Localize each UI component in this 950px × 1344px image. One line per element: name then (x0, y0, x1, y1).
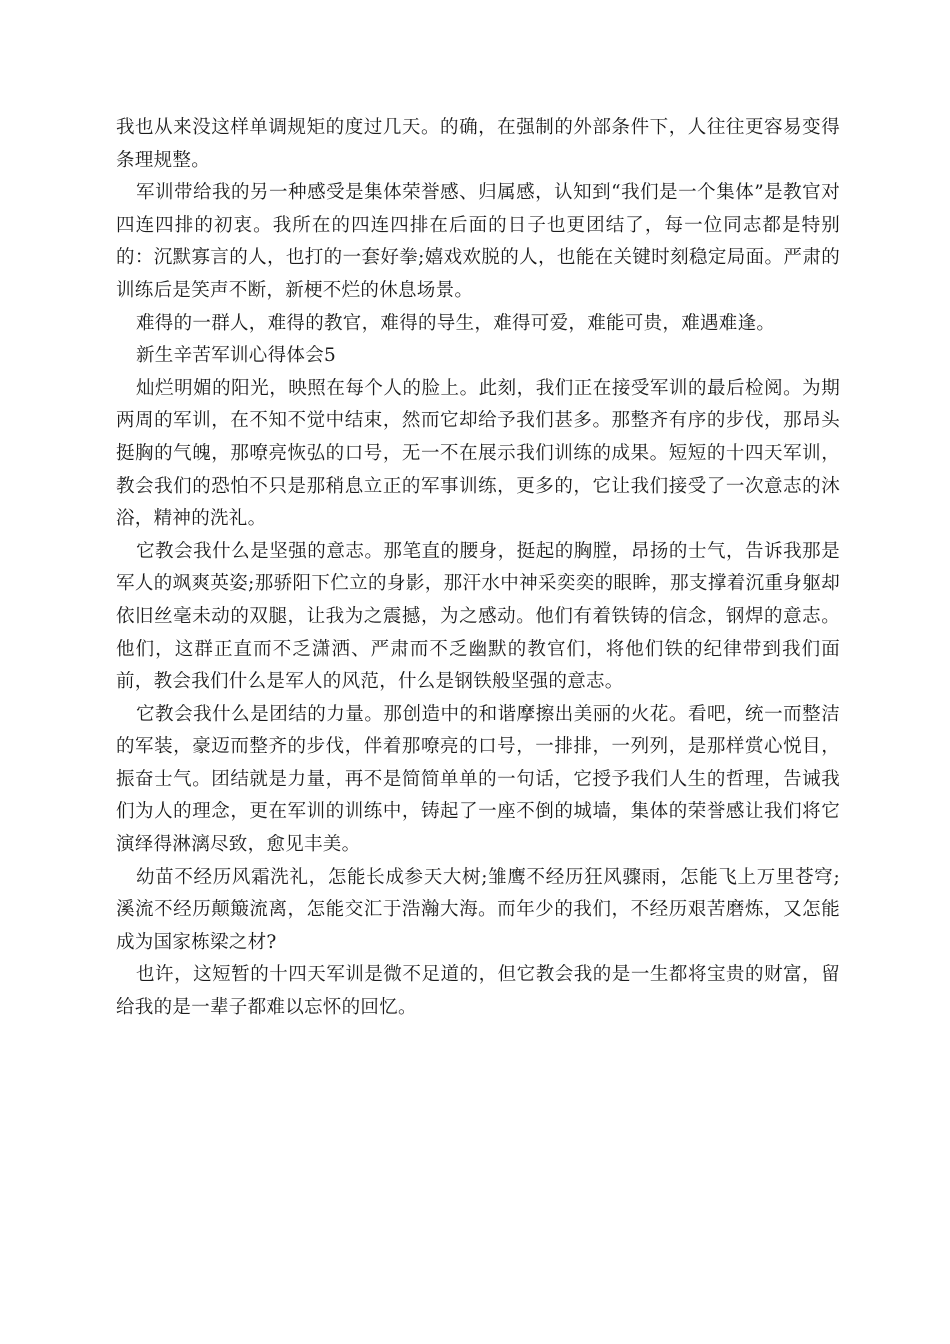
paragraph: 难得的一群人，难得的教官，难得的导生，难得可爱，难能可贵，难遇难逢。 (136, 312, 776, 334)
document-body (116, 112, 840, 1025)
paragraph: 它教会我什么是坚强的意志。那笔直的腰身，挺起的胸膛，昂扬的士气，告诉我那是军人的飒爽英姿;那骄阳下伫立的身影，那汗水中神采奕奕的眼眸，那支撑着沉重身躯却依旧丝毫未动的双腿，让我为之震撼，为之感动。他们有着铁铸的信念，钢焊的意志。他们，这群正直而不乏潇洒、严肃而不乏幽默的教官们，将他们铁的纪律带到我们面前，教会我们什么是军人的风范，什么是钢铁般坚强的意志。 (116, 540, 840, 693)
paragraph: 我也从来没这样单调规矩的度过几天。的确，在强制的外部条件下，人往往更容易变得条理规整。 (116, 117, 840, 171)
paragraph: 幼苗不经历风霜洗礼，怎能长成参天大树;雏鹰不经历狂风骤雨，怎能飞上万里苍穹;溪流不经历颠簸流离，怎能交汇于浩瀚大海。而年少的我们，不经历艰苦磨炼，又怎能成为国家栋梁之材? (116, 866, 840, 953)
paragraph: 也许，这短暂的十四天军训是微不足道的，但它教会我的是一生都将宝贵的财富，留给我的是一辈子都难以忘怀的回忆。 (116, 964, 840, 1019)
paragraph: 军训带给我的另一种感受是集体荣誉感、归属感，认知到“我们是一个集体”是教官对四连四排的初衷。我所在的四连四排在后面的日子也更团结了，每一位同志都是特别的：沉默寡言的人，也打的一套好拳;嬉戏欢脱的人，也能在关键时刻稳定局面。严肃的训练后是笑声不断，新梗不烂的休息场景。 (116, 182, 840, 301)
section-heading: 新生辛苦军训心得体会5 (136, 345, 337, 367)
paragraph: 灿烂明媚的阳光，映照在每个人的脸上。此刻，我们正在接受军训的最后检阅。为期两周的军训，在不知不觉中结束，然而它却给予我们甚多。那整齐有序的步伐，那昂头挺胸的气魄，那嘹亮恢弘的口号，无一不在展示我们训练的成果。短短的十四天军训，教会我们的恐怕不只是那稍息立正的军事训练，更多的，它让我们接受了一次意志的沐浴，精神的洗礼。 (116, 377, 840, 530)
paragraph: 它教会我什么是团结的力量。那创造中的和谐摩擦出美丽的火花。看吧，统一而整洁的军装，豪迈而整齐的步伐，伴着那嘹亮的口号，一排排，一列列，是那样赏心悦目，振奋士气。团结就是力量，再不是简简单单的一句话，它授予我们人生的哲理，告诫我们为人的理念，更在军训的训练中，铸起了一座不倒的城墙，集体的荣誉感让我们将它演绎得淋漓尽致，愈见丰美。 (116, 703, 840, 856)
